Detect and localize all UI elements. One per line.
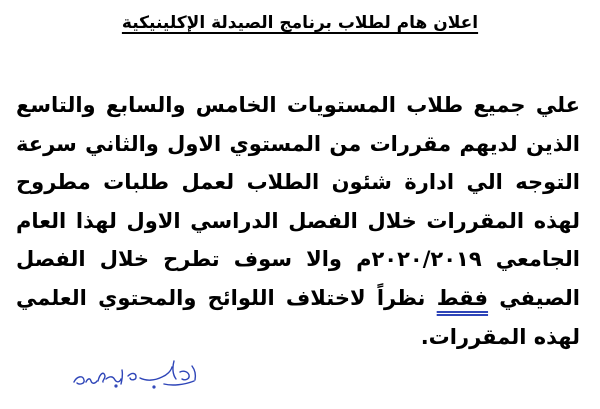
- notice-body-text-end: نظراً لاختلاف اللوائح والمحتوي العلمي لهذه المقررات.: [16, 285, 580, 349]
- notice-body: [16, 86, 580, 356]
- handwritten-signature: [70, 352, 210, 397]
- notice-title-text: اعلان هام لطلاب برنامج الصيدلة الإكلينيكية: [121, 13, 479, 33]
- notice-title: [0, 10, 600, 36]
- notice-paragraph: [16, 86, 580, 356]
- emphasis-word: فقط: [436, 285, 489, 310]
- notice-body-text-start: علي جميع طلاب المستويات الخامس والسابع والتاسع الذين لديهم مقررات من المستوي الاول والثاني سرعة التوجه الي ادارة شئون الطلاب لعمل طلبات مطروح لهذه المقررات خلال الفصل الدراسي الاول لهذا العام الجامعي ٢٠٢٠/٢٠١٩م والا سوف تطرح خلال الفصل الصيفي: [16, 93, 580, 310]
